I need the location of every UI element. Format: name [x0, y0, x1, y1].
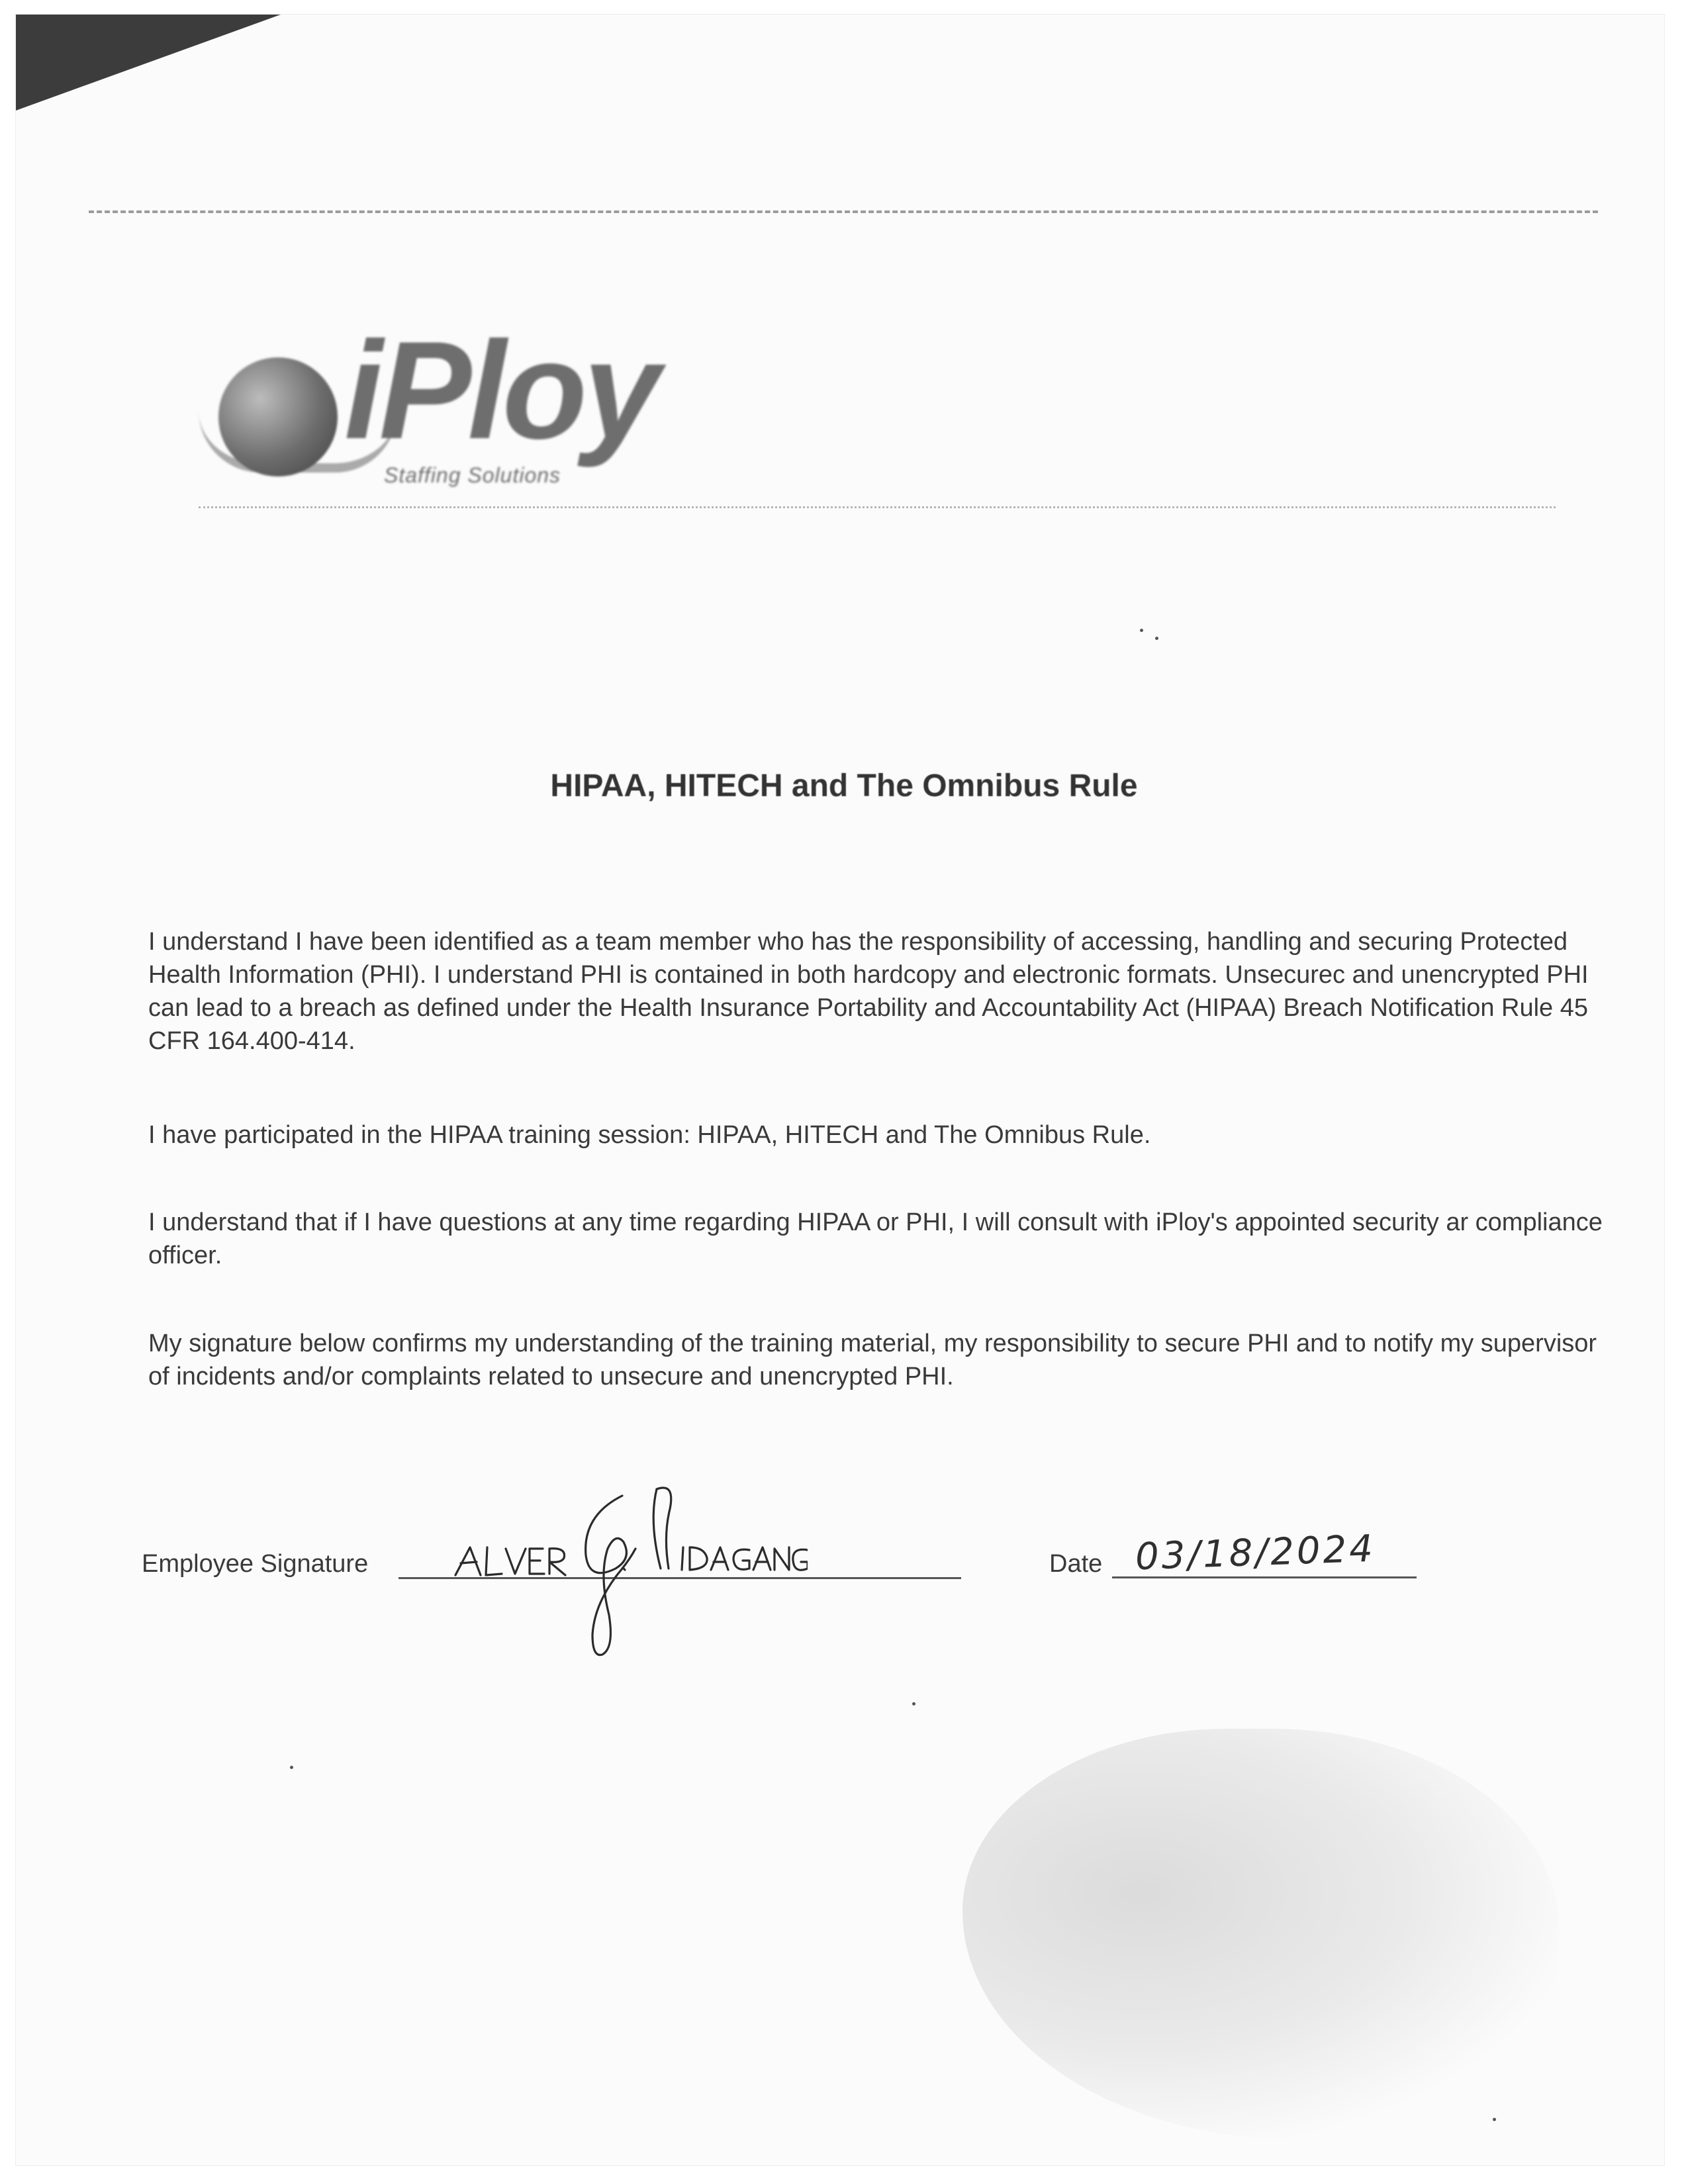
- top-dashed-rule: [89, 210, 1598, 213]
- scan-corner-shadow: [16, 15, 281, 111]
- paragraph-training-session: I have participated in the HIPAA training session: HIPAA, HITECH and The Omnibus Rule.: [148, 1121, 1151, 1149]
- logo-tagline: Staffing Solutions: [384, 463, 561, 487]
- speck: [1493, 2118, 1496, 2121]
- globe-icon: [218, 357, 338, 477]
- dotted-rule: [199, 506, 1556, 508]
- scan-smudge: [962, 1729, 1558, 2139]
- speck: [912, 1702, 915, 1706]
- speck: [290, 1766, 293, 1769]
- document-title: HIPAA, HITECH and The Omnibus Rule: [550, 768, 1138, 803]
- speck: [1155, 637, 1158, 640]
- paragraph-compliance-officer: I understand that if I have questions at any time regarding HIPAA or PHI, I will consult with iPloy's appointed security ar compliance officer.: [148, 1208, 1603, 1269]
- speck: [1140, 629, 1143, 632]
- handwritten-signature: [450, 1469, 808, 1661]
- handwritten-date: 03/18/2024: [1134, 1527, 1376, 1579]
- signature-label-text: Employee Signature: [142, 1550, 369, 1578]
- date-label: Date: [1049, 1550, 1103, 1578]
- logo-brand-text: iPloy: [344, 312, 657, 468]
- paragraph-phi-responsibility: I understand I have been identified as a team member who has the responsibility of accessing, handling and securing Protected Health Information (PHI). I understand PHI is contained in both hardcopy and electronic formats. Unsecurec and unencrypted PHI can lead to a breach as defined under the Health Insurance Portability and Accountability Act (HIPAA) Breach Notification Rule 45 CFR 164.400-414.: [148, 928, 1589, 1055]
- iploy-logo: [199, 312, 688, 510]
- paragraph-signature-confirmation: My signature below confirms my understanding of the training material, my responsibility to secure PHI and to notify my supervisor of incidents and/or complaints related to unsecure and unencrypted PHI.: [148, 1330, 1597, 1390]
